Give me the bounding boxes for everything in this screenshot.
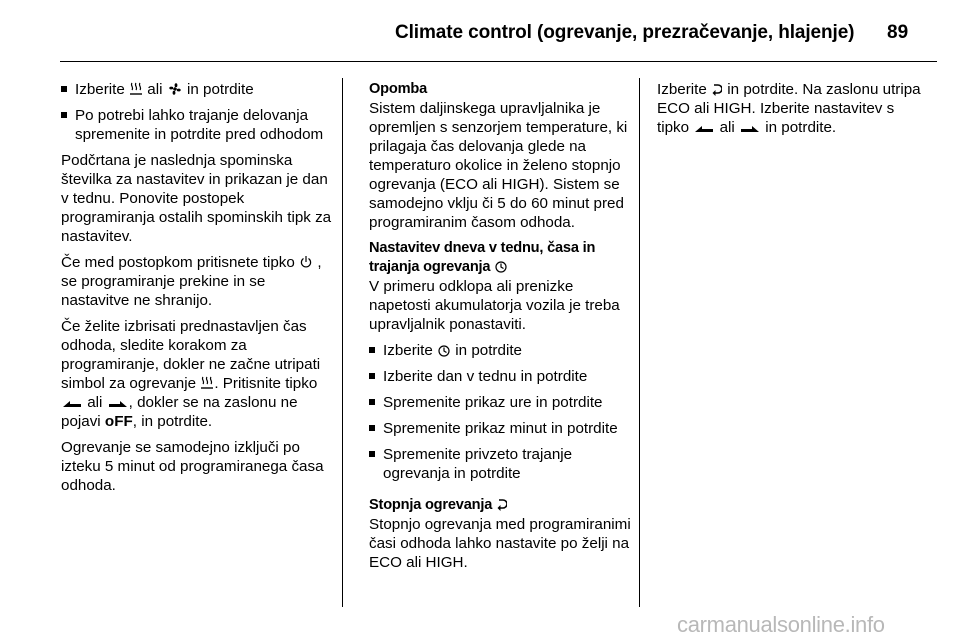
bullet-square — [369, 425, 375, 431]
bullet-square — [61, 112, 67, 118]
paragraph: Podčrtana je naslednja spominska številka za nastavitev in prikazan je dan v tednu. Ponovite postopek programiranja ostalih spominskih tipk za nastavitev. — [61, 152, 332, 245]
page-number: 89 — [887, 22, 909, 43]
paragraph: Stopnjo ogrevanja med programiranimi časi odhoda lahko nastavite po želji na ECO ali HIGH. — [369, 516, 631, 571]
power-icon — [300, 255, 312, 269]
bullet-item: Izberite in potrdite — [369, 341, 637, 360]
bullet-square — [369, 373, 375, 379]
column-divider-1 — [342, 78, 343, 607]
clock-icon — [438, 345, 450, 357]
column-right — [657, 80, 929, 144]
heating-level-icon — [712, 83, 722, 96]
bullet-square — [61, 86, 67, 92]
page-title: Climate control (ogrevanje, prezračevanje, hlajenje) — [395, 22, 855, 43]
bullet-square — [369, 451, 375, 457]
column-divider-2 — [639, 78, 640, 607]
arrow-right-icon — [740, 124, 760, 134]
bullet-item: Spremenite prikaz minut in potrdite — [369, 419, 637, 438]
fan-icon — [168, 82, 182, 96]
bullet-item: Izberite ali in potrdite — [61, 80, 333, 99]
arrow-left-icon — [62, 399, 82, 409]
section-heading: Nastavitev dneva v tednu, časa in trajanja ogrevanja — [369, 240, 596, 275]
heating-level-icon — [497, 498, 507, 511]
off-indicator: oFF — [104, 413, 133, 430]
paragraph: Če med postopkom pritisnete tipko , se programiranje prekine in se nastavitve ne shranijo. — [61, 254, 322, 309]
seat-heating-icon — [130, 82, 142, 96]
note-heading: Opomba — [369, 81, 427, 97]
bullet-square — [369, 347, 375, 353]
header-rule — [60, 61, 937, 62]
section-heading: Stopnja ogrevanja — [369, 496, 637, 515]
arrow-right-icon — [108, 399, 128, 409]
seat-heating-icon — [201, 376, 213, 390]
page-header — [0, 0, 960, 62]
paragraph: Izberite in potrdite. Na zaslonu utripa ECO ali HIGH. Izberite nastavitev s tipko ali in potrdite. — [657, 81, 921, 136]
paragraph: Ogrevanje se samodejno izključi po izteku 5 minut od programiranega časa odhoda. — [61, 439, 324, 494]
column-left — [61, 80, 333, 502]
watermark-text: carmanualsonline.info — [677, 612, 885, 637]
paragraph: V primeru odklopa ali prenizke napetosti akumulatorja vozila je treba upravljalnik ponastaviti. — [369, 278, 620, 333]
note-text: Sistem daljinskega upravljalnika je opremljen s senzorjem temperature, ki prilagaja čas delovanja glede na temperaturo okolice in želeno stopnjo ogrevanja (ECO ali HIGH). Sistem se samodejno vklju či 5 do 60 minut pred programiranim časom odhoda. — [369, 100, 628, 231]
bullet-item: Po potrebi lahko trajanje delovanja spremenite in potrdite pred odhodom — [61, 106, 333, 144]
column-middle — [369, 80, 637, 579]
paragraph: Če želite izbrisati prednastavljen čas odhoda, sledite korakom za programiranje, dokler ne začne utripati simbol za ogrevanje . Pritisnite tipko ali , dokler se na zaslonu ne pojavi oFF, in potrdite. — [61, 318, 321, 430]
bullet-item: Izberite dan v tednu in potrdite — [369, 367, 637, 386]
bullet-item: Spremenite prikaz ure in potrdite — [369, 393, 637, 412]
arrow-left-icon — [694, 124, 714, 134]
bullet-item: Spremenite privzeto trajanje ogrevanja in potrdite — [369, 445, 637, 483]
bullet-square — [369, 399, 375, 405]
clock-icon — [495, 261, 507, 273]
